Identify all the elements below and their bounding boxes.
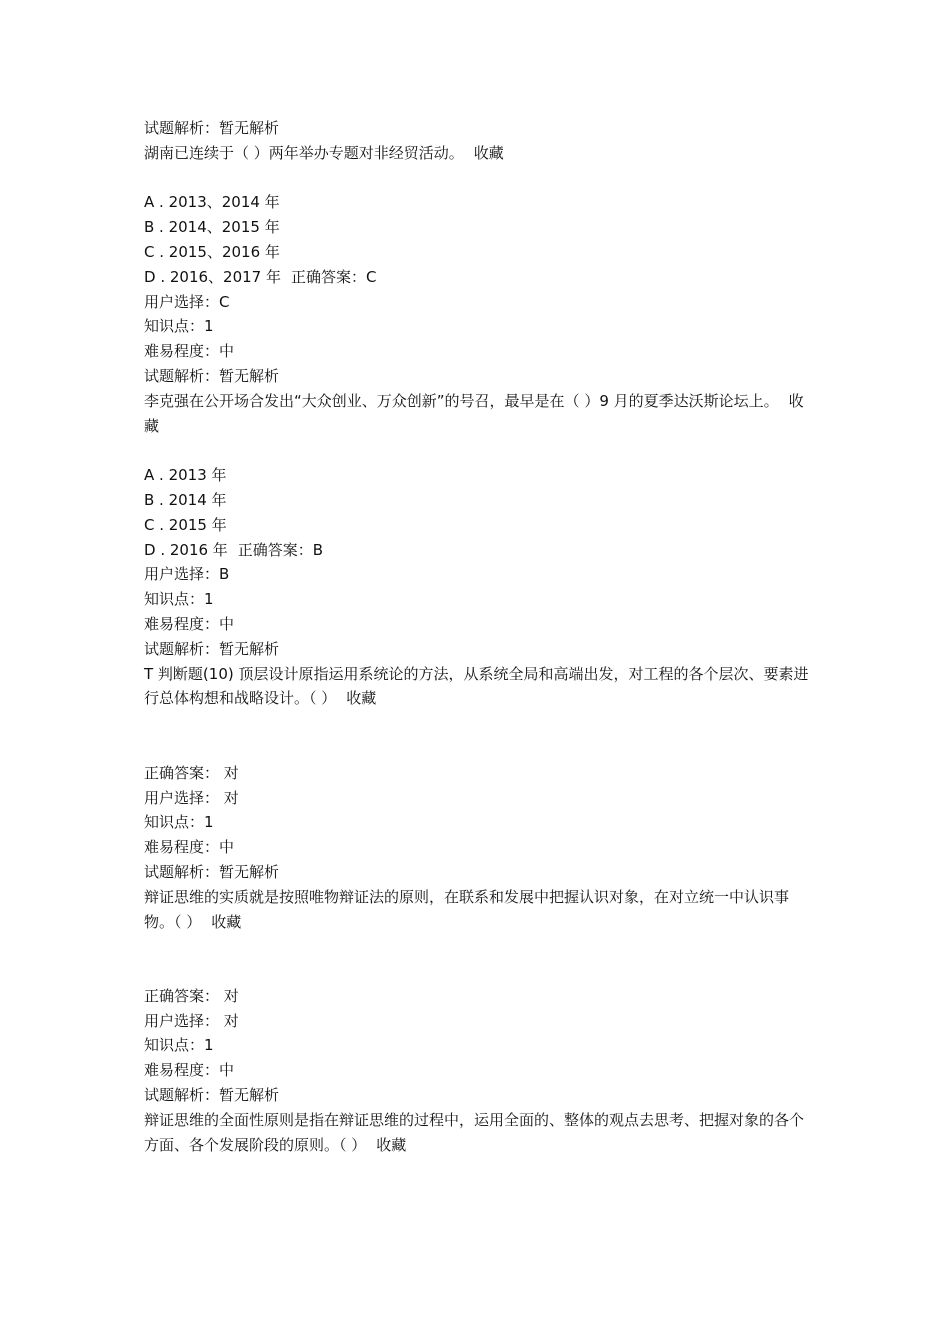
document-page <box>144 116 814 1157</box>
difficulty: 难易程度：中 <box>144 342 235 361</box>
favorite-link[interactable]: 收藏 <box>473 143 504 162</box>
user-choice: 用户选择： 对 <box>144 1011 239 1030</box>
correct-answer: 正确答案： 对 <box>144 763 239 782</box>
option-c: C . 2015 年 <box>144 515 227 534</box>
correct-answer: 正确答案：C <box>290 267 377 286</box>
question-4-stem: 辩证思维的实质就是按照唯物辩证法的原则，在联系和发展中把握认识对象，在对立统一中认识事物。（ ） <box>144 887 790 931</box>
option-d-row <box>144 538 814 563</box>
question-3-stem: T 判断题(10) 顶层设计原指运用系统论的方法，从系统全局和高端出发，对工程的各个层次、要素进行总体构想和战略设计。（ ） <box>144 664 809 708</box>
question-2-text <box>144 389 814 439</box>
question-1-stem: 湖南已连续于（ ）两年举办专题对非经贸活动。 <box>144 143 464 162</box>
analysis-line: 试题解析：暂无解析 <box>144 862 280 881</box>
knowledge-point: 知识点：1 <box>144 813 214 832</box>
user-choice: 用户选择：C <box>144 292 230 311</box>
question-5-stem: 辩证思维的全面性原则是指在辩证思维的过程中，运用全面的、整体的观点去思考、把握对象的各个方面、各个发展阶段的原则。（ ） <box>144 1110 805 1154</box>
correct-answer: 正确答案： 对 <box>144 986 239 1005</box>
question-4-text <box>144 885 814 935</box>
user-choice: 用户选择：B <box>144 565 230 584</box>
option-b: B . 2014、2015 年 <box>144 218 280 237</box>
option-a: A . 2013 年 <box>144 466 227 485</box>
difficulty: 难易程度：中 <box>144 614 235 633</box>
option-d: D . 2016、2017 年 <box>144 267 281 286</box>
analysis-line: 试题解析：暂无解析 <box>144 119 280 137</box>
question-1-text <box>144 141 814 166</box>
favorite-link[interactable]: 收藏 <box>346 689 377 708</box>
analysis-line: 试题解析：暂无解析 <box>144 639 280 658</box>
analysis-line: 试题解析：暂无解析 <box>144 366 280 385</box>
analysis-line: 试题解析：暂无解析 <box>144 1086 280 1105</box>
knowledge-point: 知识点：1 <box>144 590 214 609</box>
spacer <box>144 934 814 984</box>
spacer <box>144 438 814 463</box>
option-c: C . 2015、2016 年 <box>144 242 280 261</box>
option-b: B . 2014 年 <box>144 490 227 509</box>
question-2-stem: 李克强在公开场合发出“大众创业、万众创新”的号召，最早是在（ ）9 月的夏季达沃斯论坛上。 <box>144 391 779 410</box>
option-a: A . 2013、2014 年 <box>144 193 280 212</box>
spacer <box>144 166 814 191</box>
knowledge-point: 知识点：1 <box>144 317 214 336</box>
favorite-link[interactable]: 收藏 <box>211 912 242 931</box>
option-d-row <box>144 265 814 290</box>
difficulty: 难易程度：中 <box>144 1061 235 1080</box>
correct-answer: 正确答案：B <box>237 540 324 559</box>
favorite-link[interactable]: 收藏 <box>144 391 804 435</box>
question-3-text <box>144 662 814 712</box>
user-choice: 用户选择： 对 <box>144 788 239 807</box>
favorite-link[interactable]: 收藏 <box>376 1135 407 1154</box>
spacer <box>144 711 814 761</box>
difficulty: 难易程度：中 <box>144 838 235 857</box>
question-5-text <box>144 1108 814 1158</box>
option-d: D . 2016 年 <box>144 540 228 559</box>
knowledge-point: 知识点：1 <box>144 1036 214 1055</box>
